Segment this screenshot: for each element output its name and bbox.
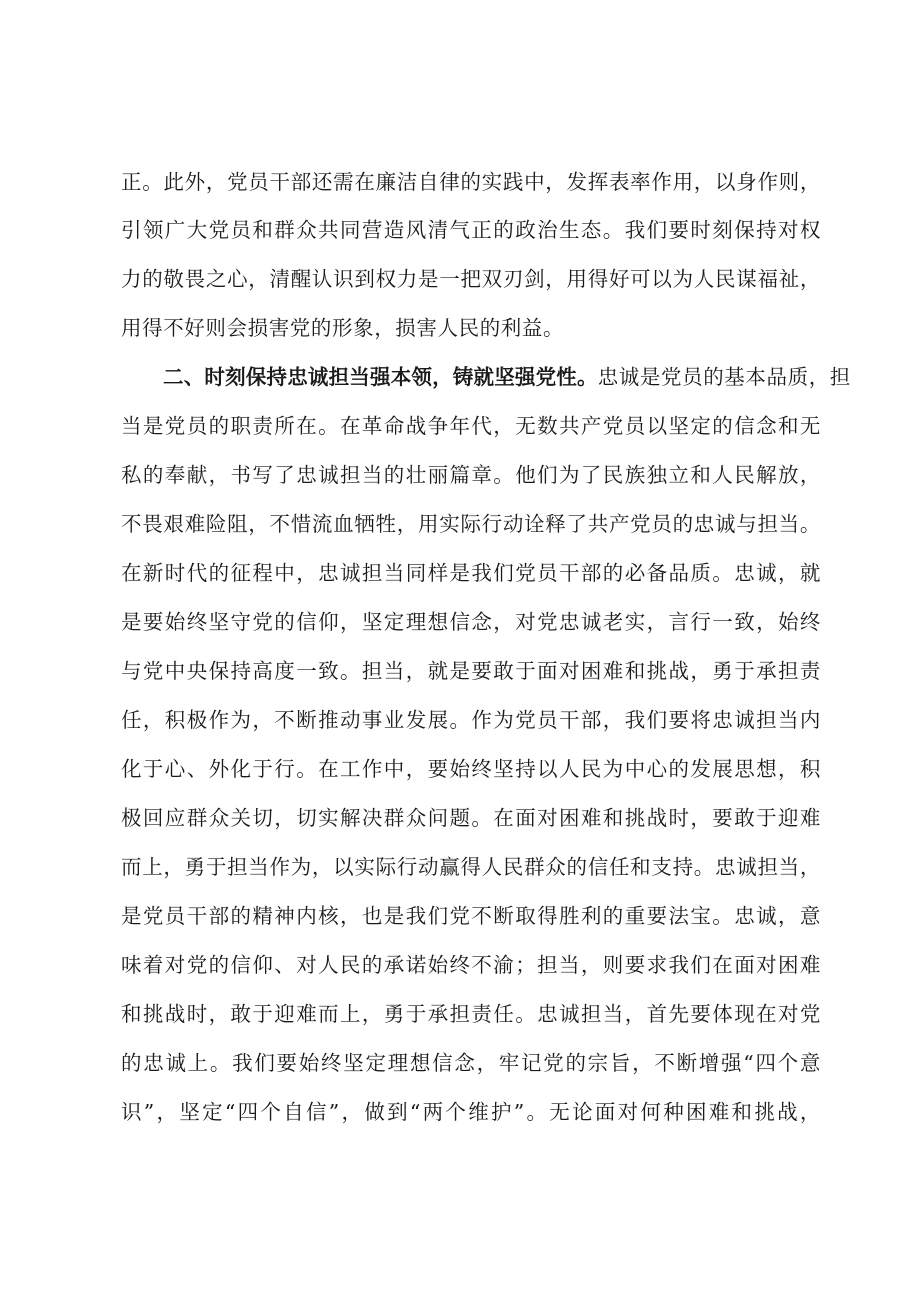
paragraph-2-line-15: 的忠诚上。我们要始终坚定理想信念，牢记党的宗旨，不断增强“四个意 <box>121 1051 821 1075</box>
paragraph-2-line-2: 当是党员的职责所在。在革命战争年代，无数共产党员以坚定的信念和无 <box>121 414 821 438</box>
paragraph-2-line-7: 与党中央保持高度一致。担当，就是要敢于面对困难和挑战，勇于承担责 <box>121 659 821 683</box>
paragraph-1-line-3: 力的敬畏之心，清醒认识到权力是一把双刃剑，用得好可以为人民谋福祉， <box>121 267 821 291</box>
paragraph-2-line-11: 而上，勇于担当作为，以实际行动赢得人民群众的信任和支持。忠诚担当， <box>121 855 821 879</box>
paragraph-2-line-14: 和挑战时，敢于迎难而上，勇于承担责任。忠诚担当，首先要体现在对党 <box>121 1002 821 1026</box>
paragraph-2-line-3: 私的奉献，书写了忠诚担当的壮丽篇章。他们为了民族独立和人民解放， <box>121 463 821 487</box>
paragraph-2-line-10: 极回应群众关切，切实解决群众问题。在面对困难和挑战时，要敢于迎难 <box>121 806 821 830</box>
paragraph-2-line-16: 识”，坚定“四个自信”，做到“两个维护”。无论面对何种困难和挑战， <box>121 1100 821 1124</box>
paragraph-2-line-1-text: 忠诚是党员的基本品质，担 <box>597 365 851 389</box>
paragraph-2-line-5: 在新时代的征程中，忠诚担当同样是我们党员干部的必备品质。忠诚，就 <box>121 561 821 585</box>
paragraph-2-line-8: 任，积极作为，不断推动事业发展。作为党员干部，我们要将忠诚担当内 <box>121 708 821 732</box>
paragraph-1-line-4: 用得不好则会损害党的形象，损害人民的利益。 <box>121 316 565 340</box>
paragraph-2-line-1 <box>163 362 851 392</box>
paragraph-2-line-12: 是党员干部的精神内核，也是我们党不断取得胜利的重要法宝。忠诚，意 <box>121 904 821 928</box>
section-heading: 二、时刻保持忠诚担当强本领，铸就坚强党性。 <box>163 365 598 389</box>
paragraph-2-line-13: 味着对党的信仰、对人民的承诺始终不渝；担当，则要求我们在面对困难 <box>121 953 821 977</box>
paragraph-2-line-9: 化于心、外化于行。在工作中，要始终坚持以人民为中心的发展思想，积 <box>121 757 821 781</box>
paragraph-1-line-1: 正。此外，党员干部还需在廉洁自律的实践中，发挥表率作用，以身作则， <box>121 170 821 194</box>
paragraph-2-line-6: 是要始终坚守党的信仰，坚定理想信念，对党忠诚老实，言行一致，始终 <box>121 610 821 634</box>
paragraph-1-line-2: 引领广大党员和群众共同营造风清气正的政治生态。我们要时刻保持对权 <box>121 218 821 242</box>
paragraph-2-line-4: 不畏艰难险阻，不惜流血牺牲，用实际行动诠释了共产党员的忠诚与担当。 <box>121 512 821 536</box>
